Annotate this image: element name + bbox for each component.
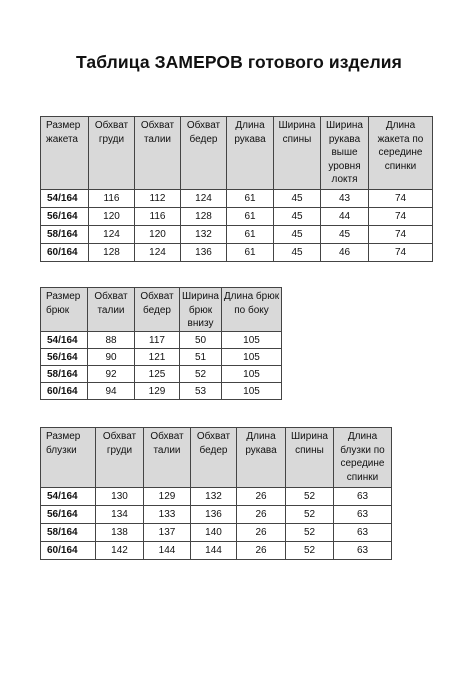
page-title: Таблица ЗАМЕРОВ готового изделия bbox=[76, 52, 402, 72]
measurement-cell: 133 bbox=[144, 506, 191, 524]
measurement-cell: 45 bbox=[274, 244, 321, 262]
size-cell: 58/164 bbox=[41, 366, 88, 383]
measurement-cell: 53 bbox=[180, 383, 222, 400]
size-cell: 60/164 bbox=[41, 542, 96, 560]
table-row bbox=[41, 332, 282, 349]
measurement-cell: 105 bbox=[222, 349, 282, 366]
measurement-cell: 112 bbox=[135, 190, 181, 208]
measurement-cell: 117 bbox=[135, 332, 180, 349]
column-header: Обхват груди bbox=[96, 428, 144, 488]
column-header: Размер брюк bbox=[41, 288, 88, 332]
measurement-cell: 105 bbox=[222, 332, 282, 349]
measurement-cell: 132 bbox=[181, 226, 227, 244]
column-header: Обхват бедер bbox=[135, 288, 180, 332]
table-row bbox=[41, 244, 433, 262]
measurement-cell: 74 bbox=[369, 244, 433, 262]
measurement-cell: 129 bbox=[144, 488, 191, 506]
blouse-measurements-table bbox=[40, 427, 392, 560]
header-row bbox=[41, 428, 392, 488]
measurement-cell: 63 bbox=[334, 488, 392, 506]
measurement-cell: 137 bbox=[144, 524, 191, 542]
column-header: Обхват талии bbox=[135, 117, 181, 190]
size-cell: 54/164 bbox=[41, 488, 96, 506]
measurement-cell: 61 bbox=[227, 226, 274, 244]
table-row bbox=[41, 349, 282, 366]
measurement-cell: 45 bbox=[274, 190, 321, 208]
column-header: Обхват талии bbox=[88, 288, 135, 332]
measurement-cell: 61 bbox=[227, 190, 274, 208]
size-cell: 56/164 bbox=[41, 349, 88, 366]
measurement-cell: 52 bbox=[180, 366, 222, 383]
measurement-cell: 63 bbox=[334, 542, 392, 560]
measurement-cell: 120 bbox=[89, 208, 135, 226]
column-header: Размер блузки bbox=[41, 428, 96, 488]
table-row bbox=[41, 542, 392, 560]
measurement-cell: 26 bbox=[237, 542, 286, 560]
table-row bbox=[41, 208, 433, 226]
measurement-cell: 26 bbox=[237, 506, 286, 524]
column-header: Длина блузки по середине спинки bbox=[334, 428, 392, 488]
column-header: Длина брюк по боку bbox=[222, 288, 282, 332]
measurement-cell: 52 bbox=[286, 506, 334, 524]
measurement-cell: 134 bbox=[96, 506, 144, 524]
column-header: Обхват бедер bbox=[191, 428, 237, 488]
table-row bbox=[41, 190, 433, 208]
measurement-cell: 50 bbox=[180, 332, 222, 349]
table-row bbox=[41, 524, 392, 542]
size-cell: 56/164 bbox=[41, 208, 89, 226]
measurement-cell: 144 bbox=[191, 542, 237, 560]
trousers-measurements-table bbox=[40, 287, 282, 400]
size-cell: 60/164 bbox=[41, 244, 89, 262]
measurement-cell: 105 bbox=[222, 383, 282, 400]
measurement-cell: 26 bbox=[237, 488, 286, 506]
measurement-cell: 92 bbox=[88, 366, 135, 383]
column-header: Ширина брюк внизу bbox=[180, 288, 222, 332]
size-cell: 54/164 bbox=[41, 190, 89, 208]
measurement-cell: 130 bbox=[96, 488, 144, 506]
measurement-cell: 120 bbox=[135, 226, 181, 244]
table-row bbox=[41, 506, 392, 524]
measurement-cell: 45 bbox=[321, 226, 369, 244]
column-header: Длина жакета по середине спинки bbox=[369, 117, 433, 190]
measurement-cell: 88 bbox=[88, 332, 135, 349]
measurement-cell: 128 bbox=[89, 244, 135, 262]
table-row bbox=[41, 383, 282, 400]
header-row bbox=[41, 288, 282, 332]
measurement-cell: 124 bbox=[135, 244, 181, 262]
column-header: Ширина спины bbox=[274, 117, 321, 190]
table-row bbox=[41, 488, 392, 506]
header-row bbox=[41, 117, 433, 190]
measurement-cell: 124 bbox=[181, 190, 227, 208]
size-cell: 56/164 bbox=[41, 506, 96, 524]
measurement-cell: 140 bbox=[191, 524, 237, 542]
size-cell: 58/164 bbox=[41, 226, 89, 244]
measurement-cell: 121 bbox=[135, 349, 180, 366]
measurement-cell: 63 bbox=[334, 506, 392, 524]
size-cell: 60/164 bbox=[41, 383, 88, 400]
measurement-cell: 43 bbox=[321, 190, 369, 208]
measurement-cell: 136 bbox=[191, 506, 237, 524]
column-header: Ширина рукава выше уровня локтя bbox=[321, 117, 369, 190]
measurement-cell: 52 bbox=[286, 488, 334, 506]
measurement-cell: 132 bbox=[191, 488, 237, 506]
measurement-cell: 105 bbox=[222, 366, 282, 383]
column-header: Ширина спины bbox=[286, 428, 334, 488]
measurement-cell: 94 bbox=[88, 383, 135, 400]
column-header: Длина рукава bbox=[227, 117, 274, 190]
measurement-cell: 138 bbox=[96, 524, 144, 542]
table-row bbox=[41, 226, 433, 244]
measurement-cell: 124 bbox=[89, 226, 135, 244]
measurement-cell: 45 bbox=[274, 208, 321, 226]
size-cell: 54/164 bbox=[41, 332, 88, 349]
column-header: Обхват талии bbox=[144, 428, 191, 488]
column-header: Обхват бедер bbox=[181, 117, 227, 190]
measurement-cell: 74 bbox=[369, 190, 433, 208]
measurement-cell: 63 bbox=[334, 524, 392, 542]
measurement-cell: 116 bbox=[89, 190, 135, 208]
measurement-cell: 44 bbox=[321, 208, 369, 226]
measurement-cell: 74 bbox=[369, 226, 433, 244]
measurement-cell: 74 bbox=[369, 208, 433, 226]
measurement-cell: 144 bbox=[144, 542, 191, 560]
column-header: Длина рукава bbox=[237, 428, 286, 488]
measurement-cell: 61 bbox=[227, 208, 274, 226]
measurement-cell: 26 bbox=[237, 524, 286, 542]
measurement-cell: 46 bbox=[321, 244, 369, 262]
measurement-cell: 51 bbox=[180, 349, 222, 366]
measurement-cell: 142 bbox=[96, 542, 144, 560]
column-header: Размер жакета bbox=[41, 117, 89, 190]
measurement-cell: 116 bbox=[135, 208, 181, 226]
size-cell: 58/164 bbox=[41, 524, 96, 542]
measurement-cell: 90 bbox=[88, 349, 135, 366]
measurement-cell: 45 bbox=[274, 226, 321, 244]
measurement-cell: 52 bbox=[286, 542, 334, 560]
jacket-measurements-table bbox=[40, 116, 433, 262]
measurement-cell: 125 bbox=[135, 366, 180, 383]
column-header: Обхват груди bbox=[89, 117, 135, 190]
measurement-cell: 52 bbox=[286, 524, 334, 542]
measurement-cell: 61 bbox=[227, 244, 274, 262]
table-row bbox=[41, 366, 282, 383]
measurement-cell: 129 bbox=[135, 383, 180, 400]
measurement-cell: 128 bbox=[181, 208, 227, 226]
measurement-cell: 136 bbox=[181, 244, 227, 262]
